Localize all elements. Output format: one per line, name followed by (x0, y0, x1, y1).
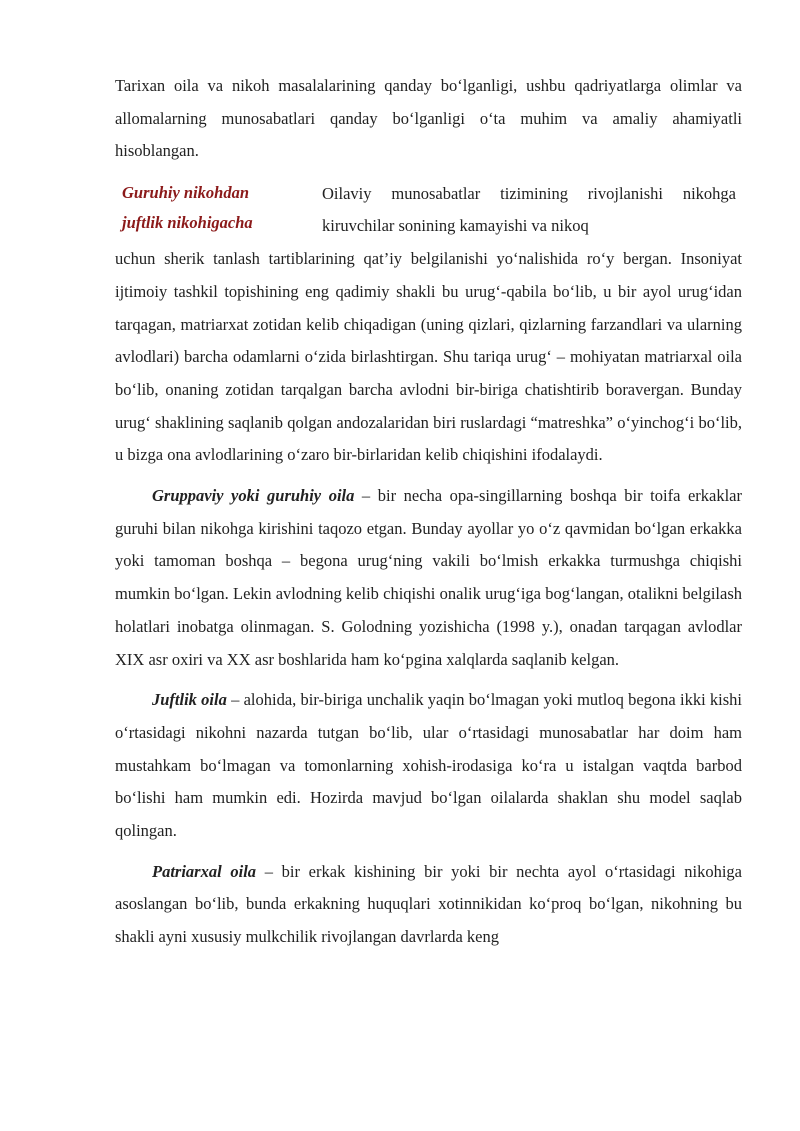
definition-group-family: – bir necha opa-singillarning boshqa bir toifa erkaklar guruhi bilan nikohga kirishini taqozo etgan. Bunday ayollar yo o‘z qavmidan bo‘lgan erkakka yoki tamoman boshqa – begona urug‘ning vakili bo‘lmish erkakka turmushga chiqishi mumkin bo‘lgan. Lekin avlodning kelib chiqishi onalik urug‘iga bog‘langan, otalikni belgilash holatlari inobatga olinmagan. S. Golodning yozishicha (1998 y.), onadan tarqagan avlodlar XIX asr oxiri va XX asr boshlarida ham ko‘pgina xalqlarda saqlanib kelgan. (115, 486, 742, 669)
paragraph-group-family (115, 480, 742, 676)
definition-patriarchal-family: – bir erkak kishining bir yoki bir nechta ayol o‘rtasidagi nikohiga asoslangan bo‘lib, bunda erkakning huquqlari xotinnikidan ko‘proq bo‘lgan, nikohning bu shakli ayni xususiy mulkchilik rivojlangan davrlarda keng (115, 861, 742, 947)
term-patriarchal-family: Patriarxal oila (152, 861, 257, 881)
paragraph-patriarchal-family (115, 856, 742, 954)
paragraph-intro: Tarixan oila va nikoh masalalarining qanday bo‘lganligi, ushbu qadriyatlarga olimlar va allomalarning munosabatlari qanday bo‘lganligi o‘ta muhim va amaliy ahamiyatli hisoblangan. (115, 76, 742, 161)
term-group-family: Gruppaviy yoki guruhiy oila (152, 486, 355, 506)
term-pair-family: Juftlik oila (152, 690, 227, 710)
definition-pair-family: – alohida, bir-biriga unchalik yaqin bo‘lmagan yoki mutloq begona ikki kishi o‘rtasidagi nikohni nazarda tutgan bo‘lib, ular o‘rtasidagi munosabatlar har doim ham mustahkam bo‘lmagan va tomonlarning xohish-irodasiga ko‘ra u istalgan vaqtda barbod bo‘lishi ham mumkin edi. Hozirda mavjud bo‘lgan oilalarda shaklan shu model saqlab qolingan. (115, 690, 742, 841)
sidenote-block (115, 178, 742, 242)
paragraph-continued: uchun sherik tanlash tartiblarining qat’iy belgilanishi yo‘nalishida ro‘y bergan. Insoniyat ijtimoiy tashkil topishining eng qadimiy shakli bu urug‘-qabila bo‘lib, u bir ayol urug‘idan tarqagan, matriarxat zotidan kelib chiqadigan (uning qizlari, qizlarning farzandlari va ularning avlodlari) barcha odamlarni o‘zida birlashtirgan. Shu tariqa urug‘ – mohiyatan matriarxal oila bo‘lib, onaning zotidan tarqalgan barcha avlodni bir-biriga chatishtirib boravergan. Bunday urug‘ shaklining saqlanib qolgan andozalaridan biri ruslardagi “matreshka” o‘yinchog‘i bo‘lib, u bizga ona avlodlarining o‘zaro bir-birlaridan kelib chiqishini ifodalaydi. (115, 249, 742, 465)
margin-heading (115, 178, 322, 238)
margin-heading-line-1: Guruhiy nikohdan (122, 183, 250, 203)
margin-heading-line-2: juftlik nikohigacha (122, 213, 253, 233)
paragraph-pair-family (115, 684, 742, 848)
paragraph-beside-heading: Oilaviy munosabatlar tizimining rivojlanishi nikohga kiruvchilar sonining kamayishi va nikoq (322, 184, 736, 236)
document-page (115, 70, 742, 954)
